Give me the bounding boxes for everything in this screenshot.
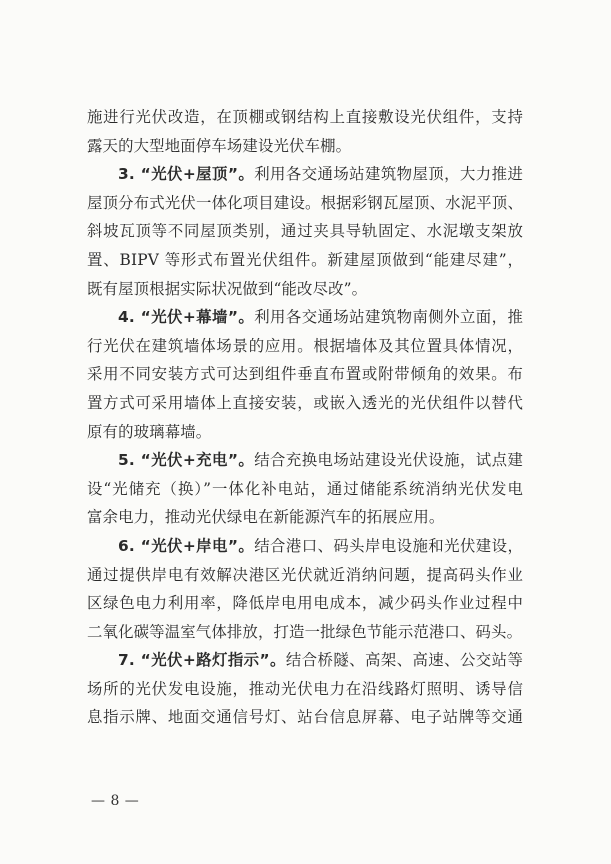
text-line: 二氧化碳等温室气体排放，打造一批绿色节能示范港口、码头。	[87, 622, 523, 641]
paragraph-pv-street-lights	[87, 646, 523, 732]
text-line: 置方式可采用墙体上直接安装，或嵌入透光的光伏组件以替代	[87, 393, 523, 412]
text-line: 采用不同安装方式可达到组件垂直布置或附带倾角的效果。布	[87, 365, 523, 384]
text-line: 区绿色电力利用率，降低岸电用电成本，减少码头作业过程中	[87, 594, 523, 613]
paragraph-pv-curtain-wall	[87, 303, 523, 446]
text-line: 场所的光伏发电设施，推动光伏电力在沿线路灯照明、诱导信	[87, 679, 523, 698]
text-line: 结合充换电场站建设光伏设施，试点建	[254, 451, 523, 470]
paragraph-pv-shore-power	[87, 532, 523, 646]
document-body	[87, 103, 523, 732]
text-line: 露天的大型地面停车场建设光伏车棚。	[87, 136, 352, 155]
paragraph-continuation	[87, 103, 523, 160]
section-heading: 6. “光伏+岸电”。	[118, 536, 255, 555]
section-heading: 7. “光伏+路灯指示”。	[118, 651, 286, 670]
text-line: 通过提供岸电有效解决港区光伏就近消纳问题，提高码头作业	[87, 565, 523, 584]
text-line: 斜坡瓦顶等不同屋顶类别，通过夹具导轨固定、水泥墩支架放	[87, 222, 523, 241]
text-line: 息指示牌、地面交通信号灯、站台信息屏幕、电子站牌等交通	[87, 708, 523, 727]
section-heading: 5. “光伏+充电”。	[118, 451, 255, 470]
paragraph-pv-rooftop	[87, 160, 523, 303]
text-line: 屋顶分布式光伏一体化项目建设。根据彩钢瓦屋顶、水泥平顶、	[87, 193, 523, 212]
text-line: 行光伏在建筑墙体场景的应用。根据墙体及其位置具体情况，	[87, 336, 523, 355]
text-line: 原有的玻璃幕墙。	[87, 422, 212, 441]
text-line: 既有屋顶根据实际状况做到“能改尽改”。	[87, 279, 368, 298]
section-heading: 4. “光伏+幕墙”。	[118, 308, 255, 327]
text-line: 设“光储充（换）”一体化补电站，通过储能系统消纳光伏发电	[87, 479, 523, 498]
section-heading: 3. “光伏+屋顶”。	[118, 165, 255, 184]
text-line: 利用各交通场站建筑物屋顶，大力推进	[254, 165, 523, 184]
text-line: 富余电力，推动光伏绿电在新能源汽车的拓展应用。	[87, 508, 445, 527]
paragraph-pv-charging	[87, 446, 523, 532]
text-line: 结合港口、码头岸电设施和光伏建设，	[254, 536, 523, 555]
text-line: 利用各交通场站建筑物南侧外立面，推	[254, 308, 523, 327]
page-number: — 8 —	[91, 793, 140, 809]
text-line: 置、BIPV 等形式布置光伏组件。新建屋顶做到“能建尽建”，	[87, 250, 523, 269]
text-line: 施进行光伏改造，在顶棚或钢结构上直接敷设光伏组件，支持	[87, 108, 523, 126]
text-line: 结合桥隧、高架、高速、公交站等	[285, 651, 523, 670]
